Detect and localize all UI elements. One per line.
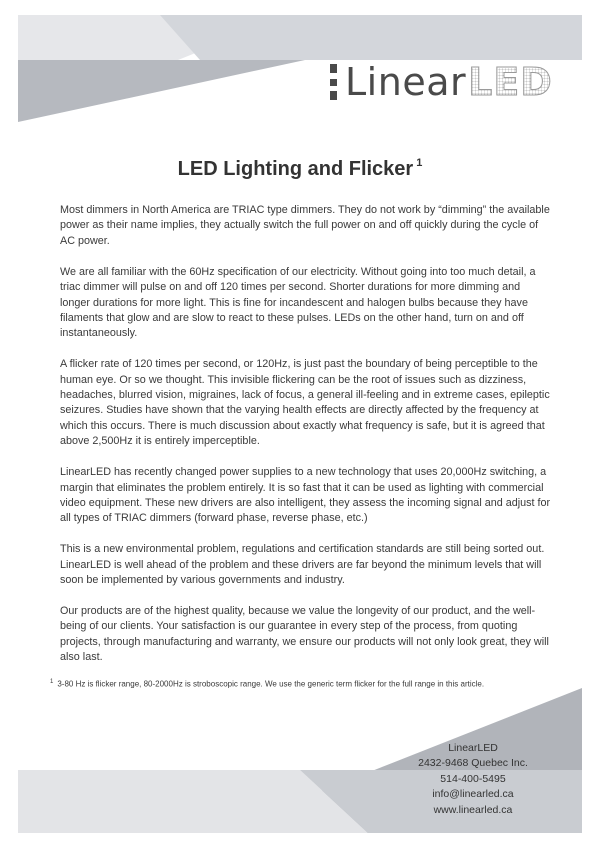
contact-legal-name: 2432-9468 Quebec Inc. (418, 757, 528, 770)
contact-company: LinearLED (448, 742, 498, 754)
contact-block (393, 741, 553, 818)
paragraph-2: We are all familiar with the 60Hz specification of our electricity. Without going into too much detail, a triac dimmer will pulse on and off 120 times per second. Shorter durations for more dimming and longer durations for more light. This is fine for incandescent and halogen bulbs because they have filaments that glow and are slow to react to these pulses. LEDs on the other hand, turn on and off instantaneously. (60, 265, 536, 340)
footnote-text: 3-80 Hz is flicker range, 80-2000Hz is stroboscopic range. We use the generic term flicker for the full range in this article. (57, 679, 485, 689)
paragraph-5: This is a new environmental problem, regulations and certification standards are still being sorted out. LinearLED is well ahead of the problem and these drivers are far beyond the minimum levels that will soon be implemented by various governments and industry. (60, 543, 545, 587)
paragraph-1: Most dimmers in North America are TRIAC type dimmers. They do not work by “dimming” the available power as their name implies, they actually switch the full power on and off quickly during the cycle of AC power. (60, 204, 550, 247)
logo-mark-icon (330, 64, 337, 100)
page-title (0, 157, 600, 181)
title-footnote-marker: 1 (416, 157, 423, 170)
paragraph-4: LinearLED has recently changed power supplies to a new technology that uses 20,000Hz switching, a margin that eliminates the problem entirely. It is so fast that it can be used as lighting with commercial video equipment. These new drivers are also intelligent, they assess the incoming signal and adjust for all types of TRIAC dimmers (forward phase, reverse phase, etc.) (60, 466, 551, 525)
logo-led: LED (468, 60, 553, 104)
article-body (60, 203, 553, 681)
contact-website: www.linearled.ca (433, 803, 513, 816)
page-title-text: LED Lighting and Flicker (177, 158, 414, 181)
paragraph-3: A flicker rate of 120 times per second, or 120Hz, is just past the boundary of being perceptible to the human eye. Or so we thought. This invisible flickering can be the root of issues such as dizziness, headaches, blurred vision, migraines, lack of focus, a general ill-feeling and in extreme cases, epileptic seizures. Studies have shown that the varying health effects are directly affected by the frequency at which this occurs. There is much discussion about exactly what frequency is safe, but it is agreed that above 2,500Hz it is entirely imperceptible. (60, 358, 550, 448)
contact-phone: 514-400-5495 (440, 772, 506, 785)
header-band-mid (160, 15, 582, 60)
footnote (50, 679, 560, 689)
paragraph-6: Our products are of the highest quality, because we value the longevity of our product, and the well-being of our clients. Your satisfaction is our guarantee in every step of the process, from quoting projects, through manufacturing and warranty, we ensure our products will not only look great, they will also last. (60, 605, 549, 664)
linearled-logo (330, 62, 553, 102)
header-wedge-dark (18, 60, 305, 122)
footnote-marker: 1 (50, 679, 54, 685)
contact-email: info@linearled.ca (432, 788, 514, 801)
logo-word: Linear (345, 60, 467, 104)
